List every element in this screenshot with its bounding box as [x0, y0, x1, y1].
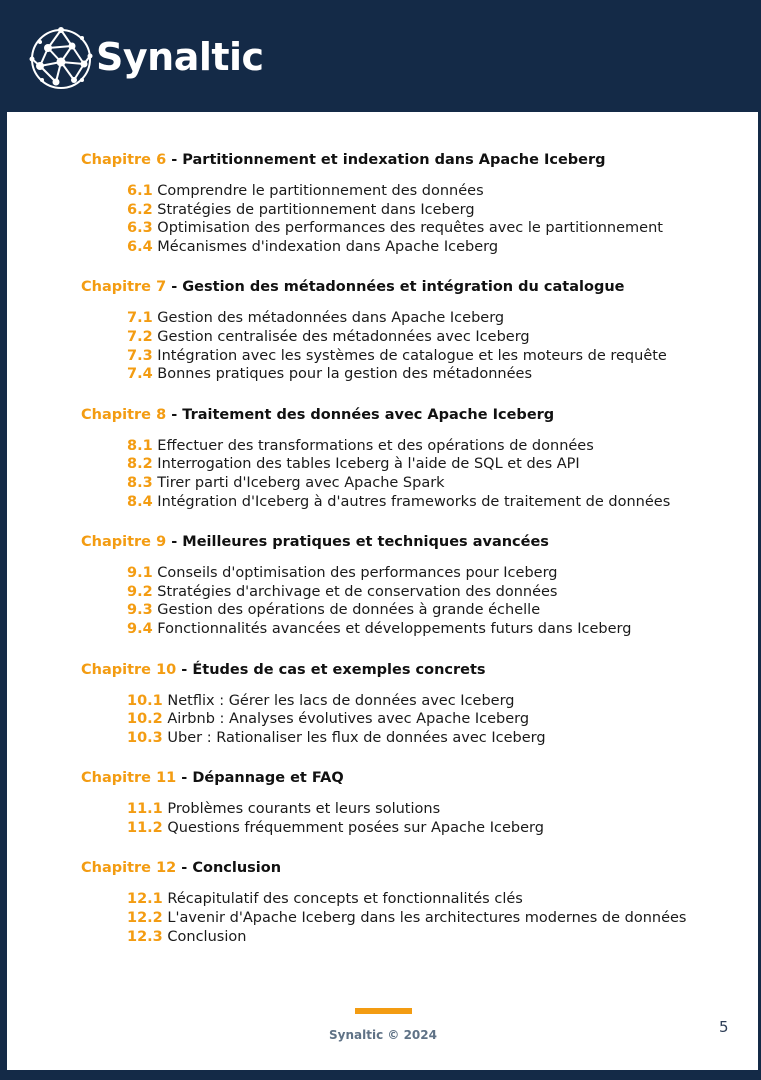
- table-of-contents: [81, 150, 741, 967]
- section-title: Problèmes courants et leurs solutions: [162, 801, 441, 818]
- section-entry[interactable]: [127, 182, 741, 201]
- section-title: Optimisation des performances des requêtes avec le partitionnement: [152, 220, 663, 237]
- section-entry[interactable]: [127, 601, 741, 620]
- chapter-block: [81, 768, 741, 837]
- page-number: 5: [719, 1018, 729, 1036]
- section-title: Bonnes pratiques pour la gestion des métadonnées: [152, 366, 533, 383]
- chapter-block: [81, 858, 741, 946]
- chapter-heading[interactable]: [81, 660, 741, 680]
- section-entry[interactable]: [127, 474, 741, 493]
- section-entry[interactable]: [127, 437, 741, 456]
- chapter-label: Chapitre 8: [81, 406, 167, 423]
- section-number: 9.2: [127, 583, 153, 600]
- chapter-title: - Dépannage et FAQ: [176, 770, 344, 787]
- chapter-block: [81, 405, 741, 511]
- header: [0, 0, 761, 112]
- chapter-heading[interactable]: [81, 858, 741, 878]
- section-title: Comprendre le partitionnement des données: [152, 183, 484, 199]
- chapter-title: - Traitement des données avec Apache Iceberg: [166, 406, 555, 423]
- section-number: 9.3: [127, 602, 153, 619]
- section-number: 10.1: [127, 692, 163, 709]
- footer-accent-bar: [355, 1008, 412, 1014]
- chapter-title: - Partitionnement et indexation dans Apache Iceberg: [166, 152, 606, 168]
- section-title: Conseils d'optimisation des performances pour Iceberg: [152, 565, 558, 582]
- section-number: 7.3: [127, 347, 153, 364]
- section-number: 6.1: [127, 183, 153, 199]
- section-number: 11.1: [127, 801, 163, 818]
- section-title: Interrogation des tables Iceberg à l'aide de SQL et des API: [152, 456, 580, 473]
- brand-name: Synaltic: [96, 35, 264, 79]
- section-number: 7.4: [127, 366, 153, 383]
- chapter-label: Chapitre 7: [81, 279, 167, 296]
- section-title: Tirer parti d'Iceberg avec Apache Spark: [152, 474, 445, 491]
- chapter-label: Chapitre 12: [81, 860, 177, 877]
- section-title: Gestion des opérations de données à grande échelle: [152, 602, 541, 619]
- section-title: Stratégies d'archivage et de conservation des données: [152, 583, 558, 600]
- section-number: 6.3: [127, 220, 153, 237]
- section-title: Intégration d'Iceberg à d'autres frameworks de traitement de données: [152, 493, 671, 510]
- section-number: 8.3: [127, 474, 153, 491]
- section-title: Gestion des métadonnées dans Apache Iceberg: [152, 310, 505, 327]
- section-entry[interactable]: [127, 238, 741, 257]
- chapter-heading[interactable]: [81, 405, 741, 425]
- section-entry[interactable]: [127, 328, 741, 347]
- section-title: Mécanismes d'indexation dans Apache Iceberg: [152, 238, 499, 255]
- chapter-label: Chapitre 10: [81, 661, 177, 678]
- chapter-label: Chapitre 6: [81, 152, 167, 168]
- section-title: Intégration avec les systèmes de catalogue et les moteurs de requête: [152, 347, 667, 364]
- section-entry[interactable]: [127, 692, 741, 711]
- chapter-label: Chapitre 9: [81, 534, 167, 551]
- section-entry[interactable]: [127, 201, 741, 220]
- section-entry[interactable]: [127, 493, 741, 512]
- section-number: 8.2: [127, 456, 153, 473]
- section-entry[interactable]: [127, 710, 741, 729]
- section-title: Uber : Rationaliser les flux de données avec Iceberg: [162, 729, 546, 746]
- chapter-title: - Études de cas et exemples concrets: [176, 661, 486, 678]
- section-entry[interactable]: [127, 890, 741, 909]
- section-list: [127, 564, 741, 638]
- section-title: Questions fréquemment posées sur Apache Iceberg: [162, 819, 544, 836]
- section-title: Effectuer des transformations et des opérations de données: [152, 437, 594, 454]
- section-entry[interactable]: [127, 909, 741, 928]
- section-entry[interactable]: [127, 365, 741, 384]
- section-entry[interactable]: [127, 219, 741, 238]
- section-list: [127, 437, 741, 511]
- synaltic-logo: [28, 26, 264, 92]
- section-number: 7.1: [127, 310, 153, 327]
- section-title: Netflix : Gérer les lacs de données avec Iceberg: [162, 692, 515, 709]
- chapter-heading[interactable]: [81, 150, 741, 170]
- section-title: Conclusion: [162, 928, 247, 945]
- chapter-title: - Gestion des métadonnées et intégration du catalogue: [166, 279, 625, 296]
- section-number: 12.2: [127, 910, 163, 927]
- section-title: Airbnb : Analyses évolutives avec Apache Iceberg: [162, 711, 530, 728]
- section-title: Récapitulatif des concepts et fonctionnalités clés: [162, 891, 523, 908]
- section-list: [127, 182, 741, 256]
- chapter-title: - Conclusion: [176, 860, 282, 877]
- section-list: [127, 309, 741, 383]
- section-entry[interactable]: [127, 928, 741, 947]
- section-number: 10.3: [127, 729, 163, 746]
- chapter-heading[interactable]: [81, 532, 741, 552]
- document-page: [7, 112, 758, 1070]
- section-title: Fonctionnalités avancées et développements futurs dans Iceberg: [152, 620, 632, 637]
- section-number: 7.2: [127, 328, 153, 345]
- section-entry[interactable]: [127, 347, 741, 366]
- chapter-title: - Meilleures pratiques et techniques avancées: [166, 534, 549, 551]
- section-title: Gestion centralisée des métadonnées avec Iceberg: [152, 328, 530, 345]
- chapter-label: Chapitre 11: [81, 770, 177, 787]
- section-number: 6.2: [127, 201, 153, 218]
- chapter-block: [81, 150, 741, 256]
- section-entry[interactable]: [127, 800, 741, 819]
- chapter-block: [81, 277, 741, 383]
- network-logo-icon: [28, 26, 94, 92]
- section-entry[interactable]: [127, 729, 741, 748]
- section-entry[interactable]: [127, 455, 741, 474]
- section-entry[interactable]: [127, 309, 741, 328]
- chapter-block: [81, 532, 741, 638]
- section-number: 10.2: [127, 711, 163, 728]
- chapter-heading[interactable]: [81, 277, 741, 297]
- chapter-block: [81, 660, 741, 748]
- section-number: 6.4: [127, 238, 153, 255]
- section-entry[interactable]: [127, 564, 741, 583]
- section-list: [127, 692, 741, 748]
- section-list: [127, 890, 741, 946]
- section-number: 9.1: [127, 565, 153, 582]
- section-number: 9.4: [127, 620, 153, 637]
- footer-copyright: Synaltic © 2024: [329, 1028, 437, 1042]
- section-number: 8.4: [127, 493, 153, 510]
- section-entry[interactable]: [127, 583, 741, 602]
- section-number: 11.2: [127, 819, 163, 836]
- section-list: [127, 800, 741, 837]
- section-entry[interactable]: [127, 819, 741, 838]
- section-number: 8.1: [127, 437, 153, 454]
- section-number: 12.3: [127, 928, 163, 945]
- chapter-heading[interactable]: [81, 768, 741, 788]
- section-number: 12.1: [127, 891, 163, 908]
- section-title: L'avenir d'Apache Iceberg dans les architectures modernes de données: [162, 910, 687, 927]
- section-entry[interactable]: [127, 620, 741, 639]
- section-title: Stratégies de partitionnement dans Iceberg: [152, 201, 475, 218]
